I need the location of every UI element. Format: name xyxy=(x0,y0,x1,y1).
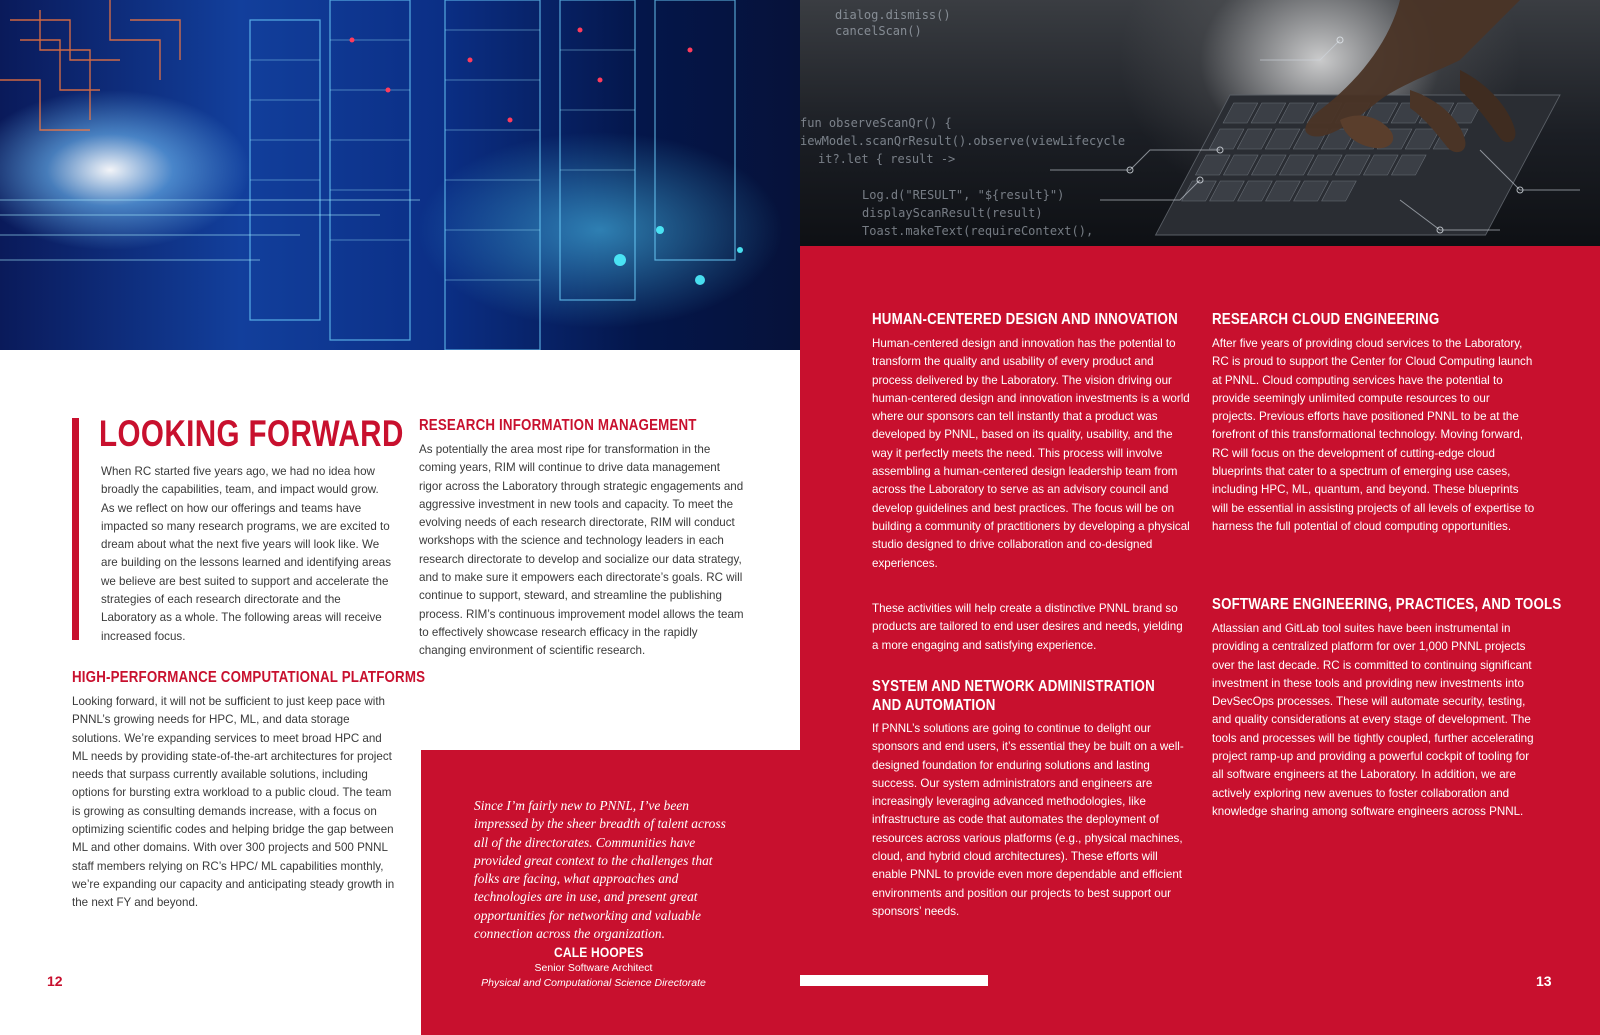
se-paragraph: Atlassian and GitLab tool suites have been instrumental in providing a centralized platform for over 1,000 PNNL projects over the last decade. RC is committed to continuing significant investment in these tools and providing new investments into DevSecOps processes. These will automate security, testing, and quality considerations at every stage of development. The tools and processes will be tightly coupled, further accelerating project ramp-up and providing a powerful cockpit of tooling for all software engineers at the Laboratory. In addition, we are actively exploring new avenues to foster collaboration and knowledge sharing among software engineers across PNNL. xyxy=(1212,622,1534,818)
data-center-photo xyxy=(0,0,800,350)
sys-heading-line-1: SYSTEM AND NETWORK ADMINISTRATION xyxy=(872,678,1155,695)
sys-paragraph: If PNNL’s solutions are going to continue to delight our sponsors and end users, it’s essential they be built on a well-designed foundation for enduring solutions and lasting success. Our system administrators and engineers are increasingly leveraging advanced methodologies, like infrastructure as code that automates the deployment of resources across various platforms (e.g., physical machines, cloud, and hybrid cloud architectures). These efforts will enable PNNL to provide even more dependable and efficient environments and position our projects to best support our sponsors’ needs. xyxy=(872,722,1184,918)
rce-heading: RESEARCH CLOUD ENGINEERING xyxy=(1212,311,1440,328)
sys-heading-line-2: AND AUTOMATION xyxy=(872,697,996,714)
code-line: it?.let { result -> xyxy=(818,152,956,166)
hpc-paragraph: Looking forward, it will not be sufficient to just keep pace with PNNL’s growing needs for HPC, ML, and data storage solutions. We’re expanding services to meet broad HPC and ML needs by providing state-of-the-art architectures for project needs that surpass currently available solutions, including options for bursting extra workload to a public cloud. The team is growing as consulting demands increase, with a focus on optimizing scientific codes and helping bridge the gap between ML and other domains. With over 300 projects and 500 PNNL staff members relying on RC’s HPC/ ML capabilities monthly, we’re expanding our capacity and anticipating steady growth in the next FY and beyond. xyxy=(72,695,395,910)
hcd-paragraph-1: Human-centered design and innovation has the potential to transform the quality and usability of every product and process delivered by the Laboratory. The vision driving our human-centered design and innovation investments is a world where our sponsors can tell instantly that a product was developed by PNNL, based on its quality, usability, and the way it perfectly meets the need. This process will involve assembling a human-centered design leadership team from across the Laboratory to serve as an advisory council and develop guidelines and best practices. The focus will be on building a community of practitioners by developing a physical studio designed to drive collaboration and co-designed experiences. xyxy=(872,337,1190,570)
hcd-heading: HUMAN-CENTERED DESIGN AND INNOVATION xyxy=(872,311,1178,328)
code-line: Log.d("RESULT", "${result}") xyxy=(862,188,1065,202)
code-line: dialog.dismiss() xyxy=(835,8,951,22)
rim-heading: RESEARCH INFORMATION MANAGEMENT xyxy=(419,417,697,434)
code-line: cancelScan() xyxy=(835,24,922,38)
pull-quote: Since I’m fairly new to PNNL, I’ve been impressed by the sheer breadth of talent across all of the directorates. Communities have provided great context to the challenges that folks are facing, what approaches and technologies are in use, and present great opportunities for networking and valuable connection across the organization. xyxy=(474,798,726,942)
code-line: fun observeScanQr() { xyxy=(800,116,952,130)
quote-author-role: Senior Software Architect xyxy=(534,962,653,974)
hands-on-keyboard-illustration xyxy=(800,0,1600,246)
code-line: iewModel.scanQrResult().observe(viewLifecycle xyxy=(800,134,1126,148)
quote-author-name: CALE HOOPES xyxy=(554,944,644,960)
page-title: LOOKING FORWARD xyxy=(99,413,404,454)
white-divider-bar xyxy=(800,975,988,986)
hpc-heading: HIGH-PERFORMANCE COMPUTATIONAL PLATFORMS xyxy=(72,669,426,686)
quote-author-org: Physical and Computational Science Directorate xyxy=(481,977,706,989)
rce-paragraph: After five years of providing cloud services to the Laboratory, RC is proud to support the Center for Cloud Computing launch at PNNL. Cloud computing services have the potential to provide seemingly unlimited compute resources to our projects. Previous efforts have positioned PNNL to be at the forefront of this transformational technology. Moving forward, RC will focus on the development of cutting-edge cloud blueprints that cater to a spectrum of emerging use cases, including HPC, ML, quantum, and beyond. These blueprints will be essential in assisting projects of all levels of expertise to harness the full potential of cloud computing opportunities. xyxy=(1212,337,1535,533)
code-line: displayScanResult(result) xyxy=(862,206,1043,220)
page-number-left: 12 xyxy=(47,973,63,989)
se-heading: SOFTWARE ENGINEERING, PRACTICES, AND TOOLS xyxy=(1212,596,1562,613)
server-racks-illustration xyxy=(0,0,800,350)
hcd-paragraph-2: These activities will help create a distinctive PNNL brand so products are tailored to end user desires and needs, yielding a more engaging and satisfying experience. xyxy=(872,602,1183,652)
rim-paragraph: As potentially the area most ripe for transformation in the coming years, RIM will continue to drive data management rigor across the Laboratory through strategic engagements and aggressive investment in new tools and capacity. To meet the evolving needs of each research directorate, RIM will conduct workshops with the science and technology leaders in each research directorate to develop and socialize our data strategy, and to make sure it empowers each directorate’s goals. RC will continue to support, steward, and streamline the publishing process. RIM’s continuous improvement model allows the team to effectively showcase research efficacy in the rapidly changing environment of scientific research. xyxy=(419,443,744,658)
page-number-right: 13 xyxy=(1536,973,1552,989)
code-line: Toast.makeText(requireContext(), xyxy=(862,224,1094,238)
keyboard-code-photo xyxy=(800,0,1600,246)
intro-paragraph: When RC started five years ago, we had no idea how broadly the capabilities, team, and impact would grow. As we reflect on how our offerings and teams have impacted so many research programs, we are excited to dream about what the next five years will look like. We are building on the lessons learned and identifying areas we believe are best suited to support and accelerate the strategies of each research directorate and the Laboratory as a whole. The following areas will receive increased focus. xyxy=(101,465,392,643)
title-accent-bar xyxy=(72,418,79,640)
